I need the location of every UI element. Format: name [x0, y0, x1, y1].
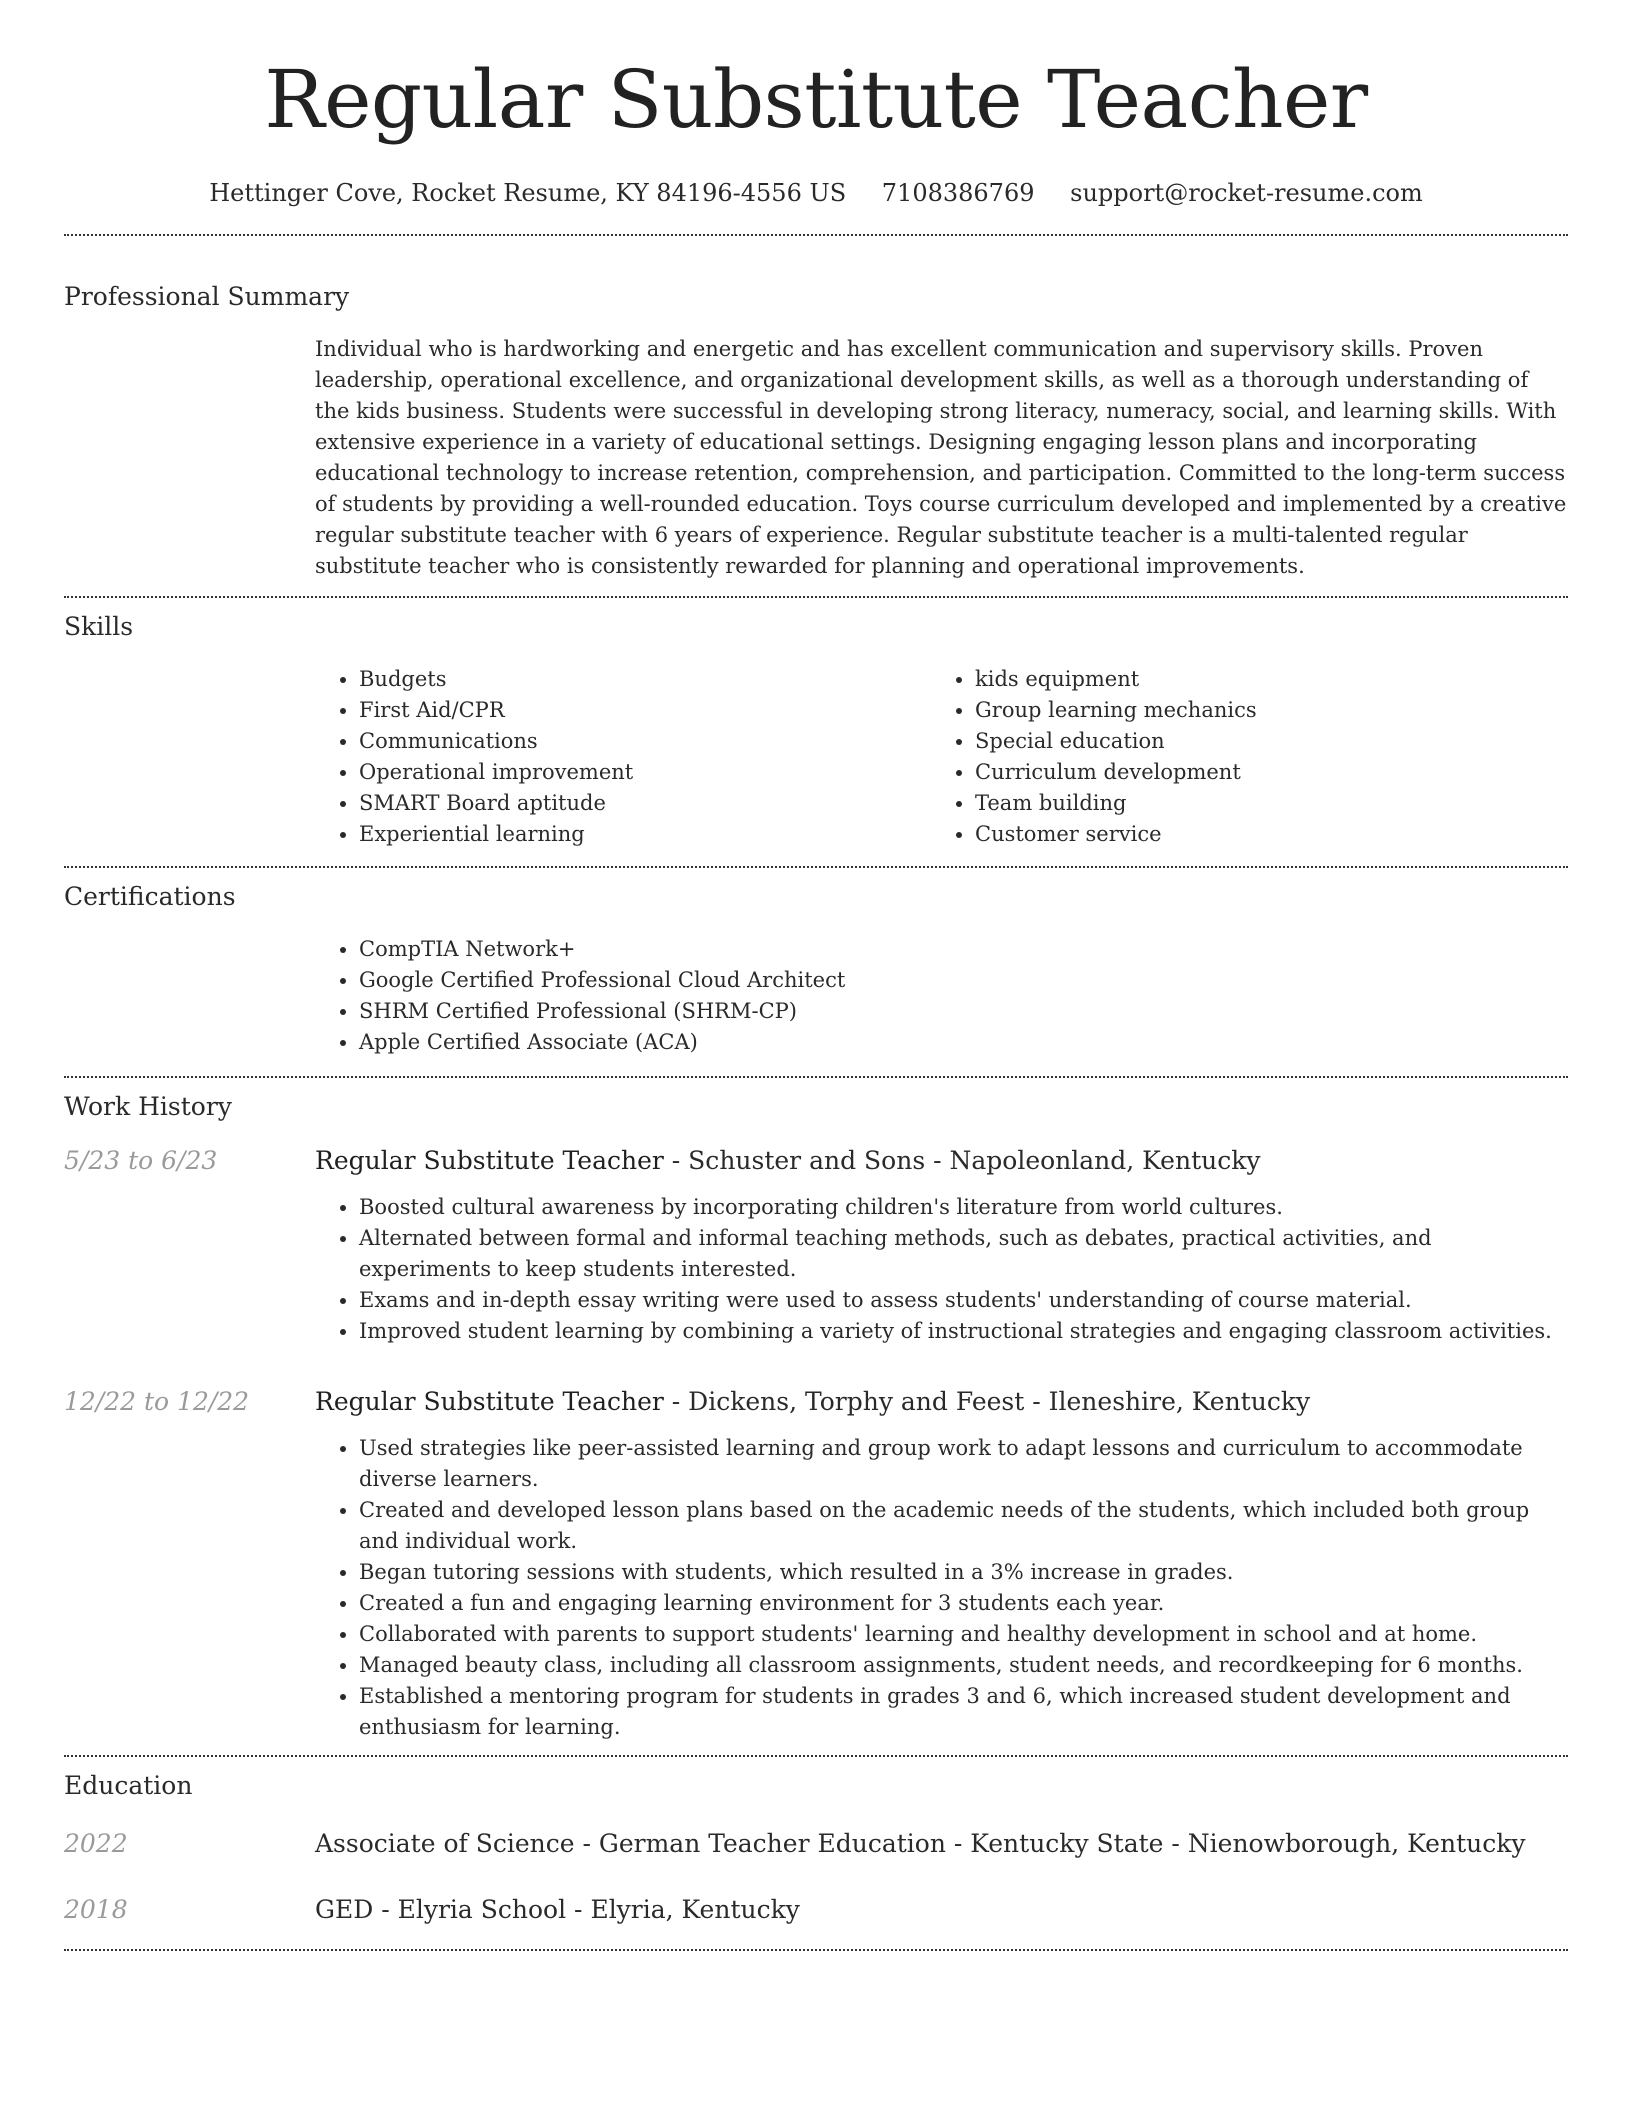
skill-item: • SMART Board aptitude	[359, 788, 931, 819]
job-date: 5/23 to 6/23	[64, 1146, 218, 1175]
contact-phone: 7108386769	[881, 179, 1035, 207]
skill-item: • Team building	[975, 788, 1531, 819]
job-bullet: • Boosted cultural awareness by incorporating children's literature from world cultures.	[359, 1192, 1568, 1223]
job-employer: - Schuster and Sons - Napoleonland, Kentucky	[663, 1146, 1261, 1175]
education-date: 2018	[64, 1895, 128, 1924]
skills-heading: Skills	[64, 612, 134, 641]
contact-email: support@rocket-resume.com	[1070, 179, 1423, 207]
skill-item: • Special education	[975, 726, 1531, 757]
certifications-body	[315, 934, 1568, 1058]
skill-item: • Group learning mechanics	[975, 695, 1531, 726]
job-date: 12/22 to 12/22	[64, 1387, 250, 1416]
job-bullet: • Used strategies like peer-assisted learning and group work to adapt lessons and curriculum to accommodate diverse learners.	[359, 1433, 1568, 1495]
job-bullet: • Alternated between formal and informal teaching methods, such as debates, practical activities, and experiments to keep students interested.	[359, 1223, 1568, 1285]
resume-header	[64, 0, 1568, 210]
certification-item: • SHRM Certified Professional (SHRM-CP)	[359, 996, 1568, 1027]
certification-item: • Apple Certified Associate (ACA)	[359, 1027, 1568, 1058]
job-body	[315, 1192, 1568, 1347]
job-bullet: • Created a fun and engaging learning environment for 3 students each year.	[359, 1588, 1568, 1619]
skill-item: • Communications	[359, 726, 931, 757]
skill-item: • Customer service	[975, 819, 1531, 850]
education-detail: Associate of Science - German Teacher Education - Kentucky State - Nienowborough, Kentucky	[315, 1829, 1526, 1858]
summary-section	[64, 236, 1568, 582]
skills-list-right	[931, 664, 1531, 850]
skills-section	[64, 598, 1568, 850]
summary-heading: Professional Summary	[64, 282, 350, 311]
job-bullets	[315, 1192, 1568, 1347]
job-bullet: • Began tutoring sessions with students, which resulted in a 3% increase in grades.	[359, 1557, 1568, 1588]
job-entry	[64, 1144, 1568, 1347]
job-header	[64, 1385, 1568, 1419]
job-title	[315, 1385, 1310, 1419]
work-heading: Work History	[64, 1092, 232, 1121]
job-body	[315, 1433, 1568, 1743]
skill-item: • kids equipment	[975, 664, 1531, 695]
education-entry	[64, 1893, 1568, 1927]
education-section	[64, 1757, 1568, 1927]
job-title	[315, 1144, 1261, 1178]
resume-page	[64, 0, 1568, 1951]
contact-line	[64, 176, 1568, 210]
job-bullet: • Created and developed lesson plans based on the academic needs of the students, which included both group and individual work.	[359, 1495, 1568, 1557]
contact-address: Hettinger Cove, Rocket Resume, KY 84196-4556 US	[209, 179, 847, 207]
education-entry	[64, 1827, 1568, 1861]
summary-text: Individual who is hardworking and energetic and has excellent communication and supervisory skills. Proven leadership, operational excellence, and organizational development skills, as well as a thorough understanding of the kids business. Students were successful in developing strong literacy, numeracy, social, and learning skills. With extensive experience in a variety of educational settings. Designing engaging lesson plans and incorporating educational technology to increase retention, comprehension, and participation. Committed to the long-term success of students by providing a well-rounded education. Toys course curriculum developed and implemented by a creative regular substitute teacher with 6 years of experience. Regular substitute teacher is a multi-talented regular substitute teacher who is consistently rewarded for planning and operational improvements.	[315, 337, 1567, 578]
skill-item: • Operational improvement	[359, 757, 931, 788]
job-bullet: • Exams and in-depth essay writing were used to assess students' understanding of course material.	[359, 1285, 1568, 1316]
education-detail: GED - Elyria School - Elyria, Kentucky	[315, 1895, 800, 1924]
job-role: Regular Substitute Teacher	[315, 1146, 664, 1175]
skill-item: • First Aid/CPR	[359, 695, 931, 726]
job-bullet: • Collaborated with parents to support students' learning and healthy development in school and at home.	[359, 1619, 1568, 1650]
job-bullets	[315, 1433, 1568, 1743]
skills-grid	[315, 664, 1568, 850]
certification-item: • CompTIA Network+	[359, 934, 1568, 965]
job-bullet: • Managed beauty class, including all classroom assignments, student needs, and recordkeeping for 6 months.	[359, 1650, 1568, 1681]
job-bullet: • Established a mentoring program for students in grades 3 and 6, which increased student development and enthusiasm for learning.	[359, 1681, 1568, 1743]
job-entry	[64, 1385, 1568, 1743]
skill-item: • Curriculum development	[975, 757, 1531, 788]
skill-item: • Experiential learning	[359, 819, 931, 850]
work-section	[64, 1078, 1568, 1743]
education-heading: Education	[64, 1771, 193, 1800]
candidate-name: Regular Substitute Teacher	[264, 53, 1368, 146]
certifications-section	[64, 868, 1568, 1058]
job-role: Regular Substitute Teacher	[315, 1387, 664, 1416]
certification-item: • Google Certified Professional Cloud Architect	[359, 965, 1568, 996]
education-date: 2022	[64, 1829, 128, 1858]
certifications-heading: Certifications	[64, 882, 236, 911]
skill-item: • Budgets	[359, 664, 931, 695]
divider	[64, 1949, 1568, 1951]
certifications-list	[315, 934, 1568, 1058]
job-bullet: • Improved student learning by combining a variety of instructional strategies and engaging classroom activities.	[359, 1316, 1568, 1347]
job-employer: - Dickens, Torphy and Feest - Ileneshire, Kentucky	[663, 1387, 1311, 1416]
job-header	[64, 1144, 1568, 1178]
skills-list-left	[315, 664, 931, 850]
